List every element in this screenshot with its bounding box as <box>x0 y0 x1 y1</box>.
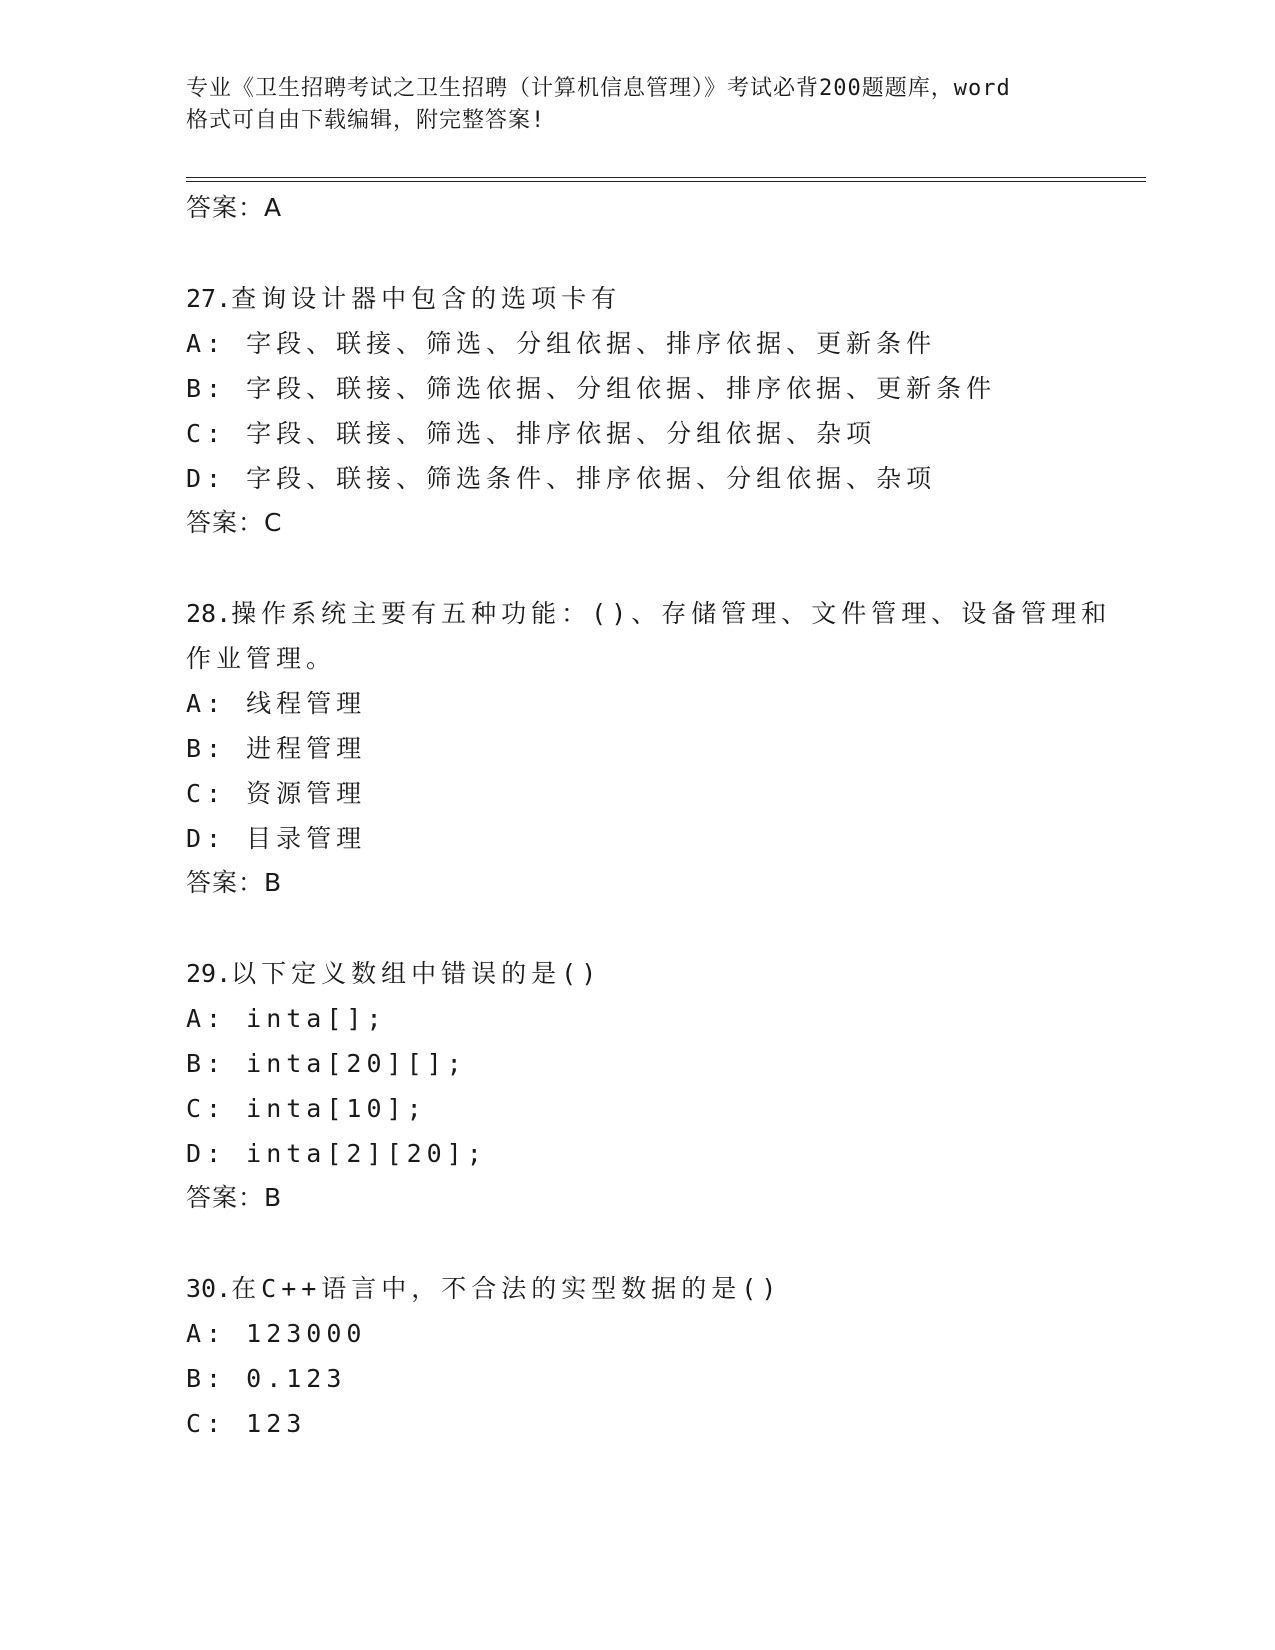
option-b: B: 进程管理 <box>186 734 367 763</box>
header-divider-top <box>186 177 1146 178</box>
answer-line: 答案：B <box>186 1183 283 1212</box>
option-c: C: 字段、联接、筛选、排序依据、分组依据、杂项 <box>186 419 877 448</box>
option-c: C: 123 <box>186 1409 307 1438</box>
option-b: B: inta[20][]; <box>186 1049 467 1078</box>
question-number: 27. <box>186 284 232 313</box>
question-stem <box>186 1266 1146 1311</box>
option-c: C: inta[10]; <box>186 1094 427 1123</box>
previous-answer: 答案：A <box>186 193 283 222</box>
question-stem <box>186 951 1146 996</box>
question-27 <box>186 276 1146 545</box>
question-text: 查询设计器中包含的选项卡有 <box>231 284 622 313</box>
option-a: A: 字段、联接、筛选、分组依据、排序依据、更新条件 <box>186 329 937 358</box>
question-28 <box>186 591 1146 905</box>
option-a: A: 线程管理 <box>186 689 367 718</box>
document-header <box>186 73 1086 137</box>
question-29 <box>186 951 1146 1220</box>
option-d: D: 字段、联接、筛选条件、排序依据、分组依据、杂项 <box>186 464 937 493</box>
option-d: D: 目录管理 <box>186 824 367 853</box>
document-page <box>186 0 1146 1650</box>
question-number: 30. <box>186 1274 232 1303</box>
header-line-2: 格式可自由下载编辑，附完整答案! <box>186 108 546 133</box>
option-a: A: 123000 <box>186 1319 367 1348</box>
option-a: A: inta[]; <box>186 1004 387 1033</box>
question-text: 以下定义数组中错误的是() <box>231 959 602 988</box>
option-b: B: 0.123 <box>186 1364 347 1393</box>
question-number: 28. <box>186 599 232 628</box>
answer-line: 答案：B <box>186 868 283 897</box>
option-c: C: 资源管理 <box>186 779 367 808</box>
option-b: B: 字段、联接、筛选依据、分组依据、排序依据、更新条件 <box>186 374 997 403</box>
header-line-1: 专业《卫生招聘考试之卫生招聘（计算机信息管理）》考试必背200题题库，word <box>186 76 1011 101</box>
question-number: 29. <box>186 959 232 988</box>
question-text: 在C++语言中，不合法的实型数据的是() <box>231 1274 782 1303</box>
option-d: D: inta[2][20]; <box>186 1139 487 1168</box>
question-30 <box>186 1266 1146 1446</box>
question-stem <box>186 276 1146 321</box>
question-text: 操作系统主要有五种功能：()、存储管理、文件管理、设备管理和 <box>231 599 1112 628</box>
question-stem <box>186 591 1146 636</box>
question-list <box>186 186 1146 1446</box>
header-divider-bottom <box>186 181 1146 182</box>
answer-line: 答案：C <box>186 508 283 537</box>
question-stem-continued: 作业管理。 <box>186 644 337 673</box>
